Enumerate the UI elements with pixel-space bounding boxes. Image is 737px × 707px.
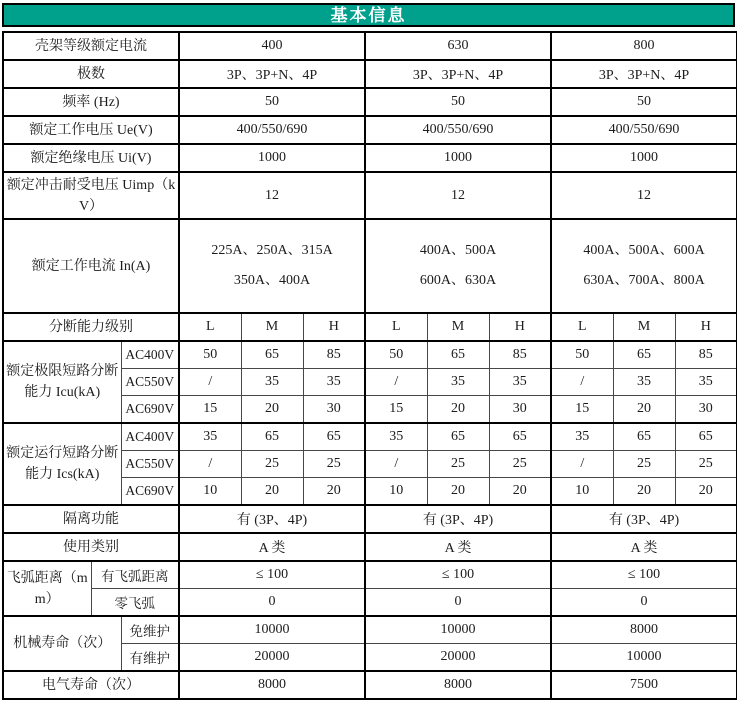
value-cell: 50: [365, 88, 551, 116]
row-rated-voltage: [3, 116, 737, 144]
value-cell: 25: [241, 451, 303, 478]
value-cell: 30: [303, 396, 365, 424]
value-cell: 35: [489, 369, 551, 396]
value-cell: 35: [303, 369, 365, 396]
value-cell: 85: [675, 341, 737, 369]
sub-label-with-maintenance: 有维护: [121, 644, 179, 672]
value-cell: H: [303, 313, 365, 341]
value-cell: 1000: [551, 144, 737, 172]
row-elec-life: [3, 671, 737, 699]
value-cell: A 类: [179, 533, 365, 561]
value-cell: 50: [551, 341, 613, 369]
row-label-elec-life: 电气寿命（次）: [3, 671, 179, 699]
basic-info-title-bar: [2, 3, 735, 27]
row-label-utilization: 使用类别: [3, 533, 179, 561]
value-cell: L: [179, 313, 241, 341]
row-impulse-voltage: [3, 172, 737, 219]
sub-label-arc-with: 有飞弧距离: [91, 561, 179, 589]
value-cell: [365, 219, 551, 313]
row-label-arc-distance: 飞弧距离（mm）: [3, 561, 91, 616]
value-cell: 400/550/690: [179, 116, 365, 144]
value-cell: [179, 219, 365, 313]
value-cell: 8000: [551, 616, 737, 644]
value-cell: /: [179, 451, 241, 478]
value-cell: 25: [489, 451, 551, 478]
value-cell: 20000: [365, 644, 551, 672]
value-cell: 85: [489, 341, 551, 369]
value-cell: 50: [365, 341, 427, 369]
value-cell: 0: [551, 589, 737, 617]
row-label-impulse-voltage: 额定冲击耐受电压 Uimp（kV）: [3, 172, 179, 219]
spec-table: [2, 31, 737, 700]
value-line: 400A、500A、600A: [583, 243, 705, 258]
value-cell: /: [365, 451, 427, 478]
value-cell: 30: [675, 396, 737, 424]
value-cell: 10000: [179, 616, 365, 644]
value-cell: 20: [303, 478, 365, 506]
row-label-icu: 额定极限短路分断能力 Icu(kA): [3, 341, 121, 423]
value-cell: 12: [179, 172, 365, 219]
row-rated-current: [3, 219, 737, 313]
value-cell: 12: [551, 172, 737, 219]
value-cell: 15: [365, 396, 427, 424]
basic-info-title: 基本信息: [330, 5, 407, 25]
value-cell: 8000: [365, 671, 551, 699]
value-cell: [551, 219, 737, 313]
value-line: 225A、250A、315A: [211, 243, 333, 258]
value-cell: 有 (3P、4P): [365, 505, 551, 533]
value-cell: M: [241, 313, 303, 341]
value-cell: 35: [551, 423, 613, 451]
sub-label-ac690v: AC690V: [121, 396, 179, 424]
value-cell: H: [489, 313, 551, 341]
value-cell: 35: [179, 423, 241, 451]
value-cell: 15: [179, 396, 241, 424]
row-label-isolation: 隔离功能: [3, 505, 179, 533]
value-cell: L: [365, 313, 427, 341]
value-cell: 25: [427, 451, 489, 478]
sub-label-ac400v: AC400V: [121, 423, 179, 451]
value-cell: /: [551, 369, 613, 396]
value-cell: 630: [365, 32, 551, 60]
value-cell: 7500: [551, 671, 737, 699]
row-arc-with: [3, 561, 737, 589]
value-cell: 1000: [365, 144, 551, 172]
value-cell: 20: [489, 478, 551, 506]
row-label-insulation-voltage: 额定绝缘电压 Ui(V): [3, 144, 179, 172]
value-cell: 400: [179, 32, 365, 60]
sub-label-maintenance-free: 免维护: [121, 616, 179, 644]
row-label-rated-current: 额定工作电流 In(A): [3, 219, 179, 313]
row-mech-free: [3, 616, 737, 644]
value-cell: 400/550/690: [551, 116, 737, 144]
row-label-frame-current: 壳架等级额定电流: [3, 32, 179, 60]
value-cell: 1000: [179, 144, 365, 172]
value-cell: 65: [613, 341, 675, 369]
value-cell: 20: [613, 478, 675, 506]
value-cell: 3P、3P+N、4P: [179, 60, 365, 88]
row-utilization: [3, 533, 737, 561]
value-cell: 25: [613, 451, 675, 478]
sub-label-ac690v: AC690V: [121, 478, 179, 506]
value-cell: A 类: [551, 533, 737, 561]
sub-label-arc-zero: 零飞弧: [91, 589, 179, 617]
value-cell: 20: [427, 396, 489, 424]
value-line: 350A、400A: [233, 273, 311, 288]
value-cell: 800: [551, 32, 737, 60]
value-cell: 65: [675, 423, 737, 451]
value-cell: 65: [427, 423, 489, 451]
value-cell: 65: [427, 341, 489, 369]
value-cell: 65: [489, 423, 551, 451]
value-line: 600A、630A: [419, 273, 497, 288]
value-cell: 10: [551, 478, 613, 506]
value-cell: 20: [427, 478, 489, 506]
row-icu-ac400v: [3, 341, 737, 369]
row-isolation: [3, 505, 737, 533]
row-insulation-voltage: [3, 144, 737, 172]
sub-label-ac550v: AC550V: [121, 369, 179, 396]
row-breaking-grade: [3, 313, 737, 341]
value-cell: 10: [179, 478, 241, 506]
row-label-rated-voltage: 额定工作电压 Ue(V): [3, 116, 179, 144]
value-cell: L: [551, 313, 613, 341]
value-cell: 10000: [551, 644, 737, 672]
value-cell: H: [675, 313, 737, 341]
value-cell: 8000: [179, 671, 365, 699]
value-cell: M: [613, 313, 675, 341]
value-cell: /: [365, 369, 427, 396]
value-cell: 65: [303, 423, 365, 451]
row-label-breaking-grade: 分断能力级别: [3, 313, 179, 341]
row-poles: [3, 60, 737, 88]
value-cell: 35: [613, 369, 675, 396]
value-cell: 400/550/690: [365, 116, 551, 144]
value-cell: 35: [675, 369, 737, 396]
value-cell: 65: [241, 341, 303, 369]
value-cell: 30: [489, 396, 551, 424]
value-cell: 3P、3P+N、4P: [551, 60, 737, 88]
value-cell: 50: [179, 341, 241, 369]
value-cell: 20: [613, 396, 675, 424]
row-label-ics: 额定运行短路分断能力 Ics(kA): [3, 423, 121, 505]
value-cell: /: [551, 451, 613, 478]
value-cell: 50: [551, 88, 737, 116]
sub-label-ac400v: AC400V: [121, 341, 179, 369]
row-arc-zero: [3, 589, 737, 617]
value-line: 400A、500A: [419, 243, 497, 258]
value-cell: 有 (3P、4P): [551, 505, 737, 533]
row-frame-current: [3, 32, 737, 60]
value-cell: 20: [675, 478, 737, 506]
value-cell: 0: [365, 589, 551, 617]
value-cell: 65: [613, 423, 675, 451]
value-cell: 65: [241, 423, 303, 451]
row-label-mech-life: 机械寿命（次）: [3, 616, 121, 671]
value-cell: ≤ 100: [365, 561, 551, 589]
value-cell: 10: [365, 478, 427, 506]
value-cell: 35: [241, 369, 303, 396]
value-line: 630A、700A、800A: [583, 273, 705, 288]
value-cell: 50: [179, 88, 365, 116]
value-cell: 12: [365, 172, 551, 219]
row-label-poles: 极数: [3, 60, 179, 88]
value-cell: 25: [675, 451, 737, 478]
value-cell: /: [179, 369, 241, 396]
value-cell: 有 (3P、4P): [179, 505, 365, 533]
row-label-frequency: 频率 (Hz): [3, 88, 179, 116]
sub-label-ac550v: AC550V: [121, 451, 179, 478]
value-cell: 35: [365, 423, 427, 451]
value-cell: M: [427, 313, 489, 341]
value-cell: 20: [241, 396, 303, 424]
value-cell: ≤ 100: [179, 561, 365, 589]
value-cell: 3P、3P+N、4P: [365, 60, 551, 88]
value-cell: 15: [551, 396, 613, 424]
value-cell: 85: [303, 341, 365, 369]
value-cell: 20: [241, 478, 303, 506]
value-cell: A 类: [365, 533, 551, 561]
value-cell: ≤ 100: [551, 561, 737, 589]
row-ics-ac400v: [3, 423, 737, 451]
value-cell: 20000: [179, 644, 365, 672]
value-cell: 0: [179, 589, 365, 617]
value-cell: 35: [427, 369, 489, 396]
value-cell: 10000: [365, 616, 551, 644]
row-frequency: [3, 88, 737, 116]
value-cell: 25: [303, 451, 365, 478]
